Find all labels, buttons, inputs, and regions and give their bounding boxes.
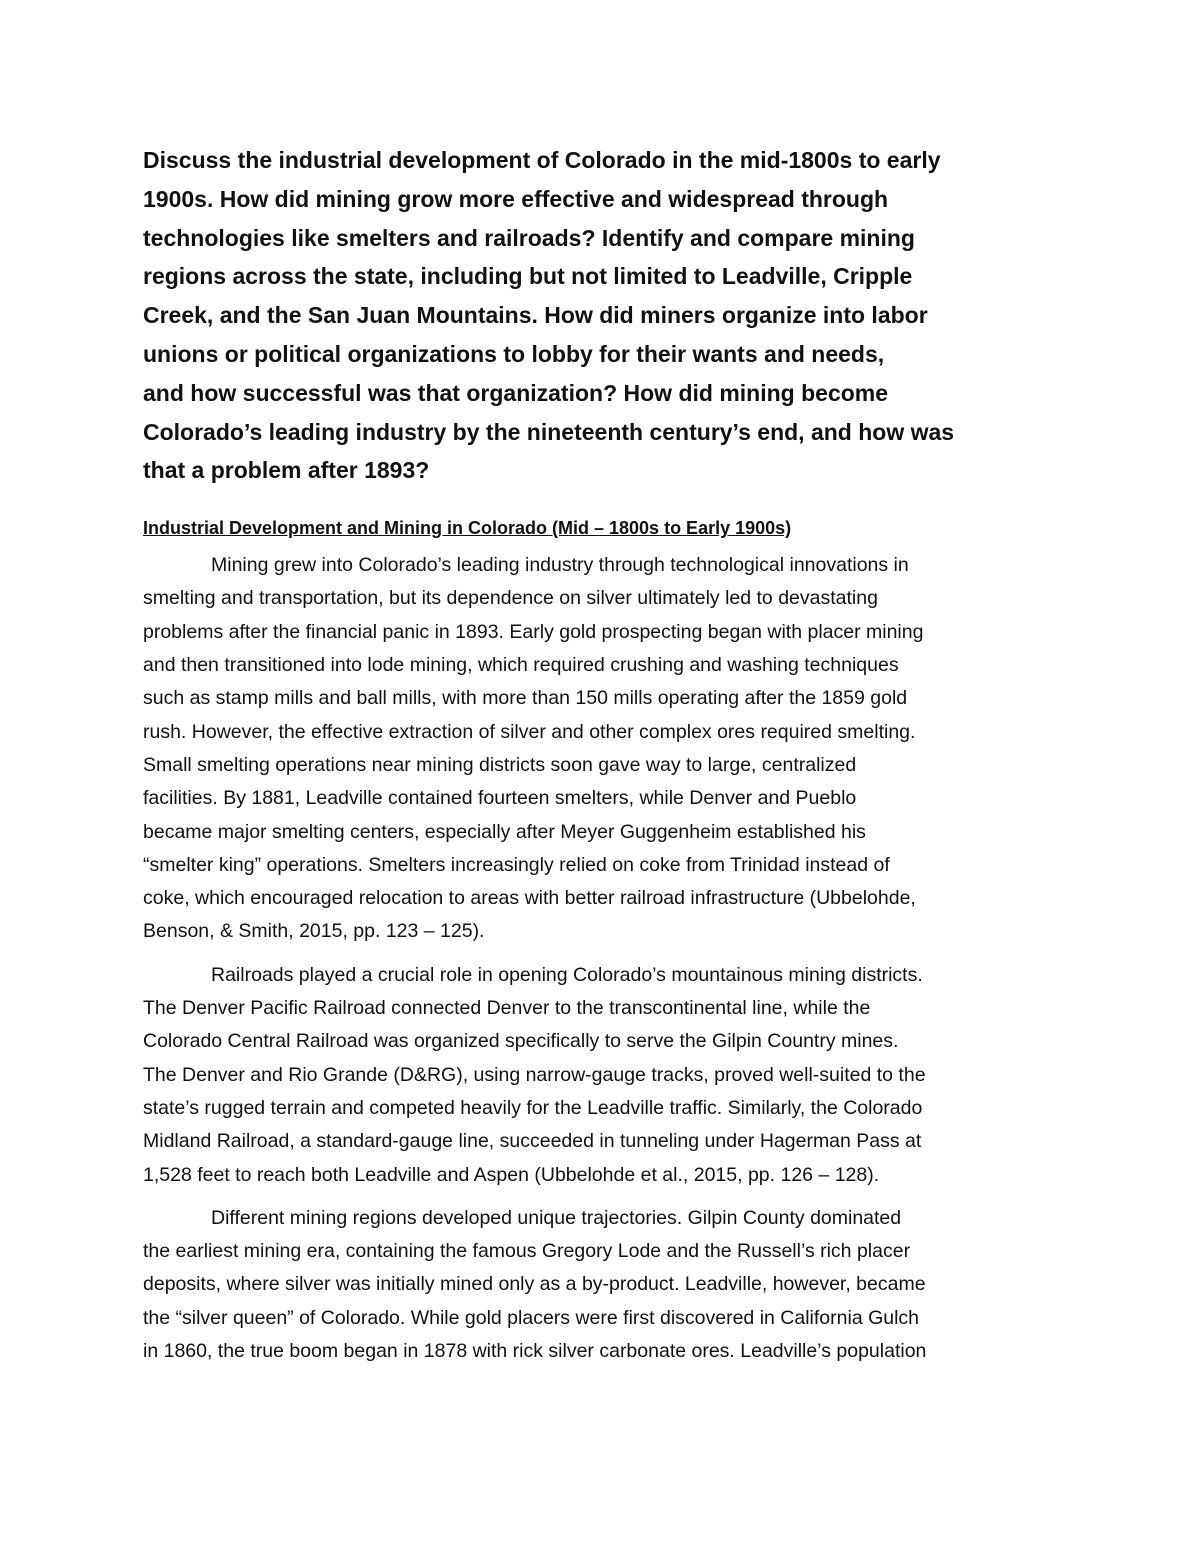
body-paragraph-regions <box>143 1202 1063 1368</box>
paragraph-line: The Denver and Rio Grande (D&RG), using narrow-gauge tracks, proved well-suited to the <box>143 1063 926 1086</box>
paragraph-line: deposits, where silver was initially mined only as a by-product. Leadville, however, became <box>143 1273 926 1296</box>
paragraph-line: 1,528 feet to reach both Leadville and Aspen (Ubbelohde et al., 2015, pp. 126 – 128). <box>143 1163 880 1186</box>
paragraph-line: Colorado Central Railroad was organized specifically to serve the Gilpin Country mines. <box>143 1030 899 1053</box>
paragraph-line: Mining grew into Colorado’s leading industry through technological innovations in <box>211 554 909 577</box>
assignment-prompt <box>143 141 1063 490</box>
paragraph-line: state’s rugged terrain and competed heavily for the Leadville traffic. Similarly, the Colorado <box>143 1096 923 1119</box>
paragraph-line: facilities. By 1881, Leadville contained fourteen smelters, while Denver and Pueblo <box>143 787 857 810</box>
paragraph-line: smelting and transportation, but its dependence on silver ultimately led to devastating <box>143 587 878 610</box>
prompt-line: unions or political organizations to lobby for their wants and needs, <box>143 340 885 367</box>
paragraph-line: in 1860, the true boom began in 1878 with rick silver carbonate ores. Leadville’s population <box>143 1340 927 1362</box>
paragraph-line: Midland Railroad, a standard-gauge line, succeeded in tunneling under Hagerman Pass at <box>143 1130 922 1153</box>
prompt-line: that a problem after 1893? <box>143 457 430 484</box>
paragraph-line: Railroads played a crucial role in opening Colorado’s mountainous mining districts. <box>211 963 923 986</box>
paragraph-line: Different mining regions developed unique trajectories. Gilpin County dominated <box>211 1206 902 1229</box>
paragraph-line: coke, which encouraged relocation to areas with better railroad infrastructure (Ubbelohde, <box>143 887 916 910</box>
paragraph-line: Benson, & Smith, 2015, pp. 123 – 125). <box>143 920 485 943</box>
body-paragraph-railroads <box>143 959 1063 1192</box>
prompt-line: Creek, and the San Juan Mountains. How did miners organize into labor <box>143 302 928 329</box>
paragraph-line: The Denver Pacific Railroad connected Denver to the transcontinental line, while the <box>143 997 871 1020</box>
paragraph-line: the “silver queen” of Colorado. While gold placers were first discovered in California Gulch <box>143 1306 920 1329</box>
body-paragraph-smelting <box>143 549 1063 949</box>
paragraph-line: “smelter king” operations. Smelters increasingly relied on coke from Trinidad instead of <box>143 853 890 876</box>
prompt-line: technologies like smelters and railroads? Identify and compare mining <box>143 224 915 251</box>
paragraph-line: such as stamp mills and ball mills, with more than 150 mills operating after the 1859 gold <box>143 687 908 710</box>
paragraph-line: problems after the financial panic in 1893. Early gold prospecting began with placer mining <box>143 620 924 643</box>
prompt-line: regions across the state, including but not limited to Leadville, Cripple <box>143 263 913 290</box>
paragraph-line: and then transitioned into lode mining, which required crushing and washing techniques <box>143 654 899 677</box>
prompt-line: and how successful was that organization? How did mining become <box>143 379 889 406</box>
paragraph-line: became major smelting centers, especially after Meyer Guggenheim established his <box>143 820 866 843</box>
prompt-line: 1900s. How did mining grow more effective and widespread through <box>143 185 889 212</box>
prompt-line: Colorado’s leading industry by the nineteenth century’s end, and how was <box>143 418 955 445</box>
section-heading: Industrial Development and Mining in Colorado (Mid – 1800s to Early 1900s) <box>143 518 792 539</box>
document-body <box>143 141 1063 1368</box>
paragraph-line: rush. However, the effective extraction of silver and other complex ores required smelting. <box>143 720 916 743</box>
prompt-line: Discuss the industrial development of Colorado in the mid-1800s to early <box>143 147 941 173</box>
paragraph-line: the earliest mining era, containing the famous Gregory Lode and the Russell’s rich placer <box>143 1240 911 1263</box>
paragraph-line: Small smelting operations near mining districts soon gave way to large, centralized <box>143 753 857 776</box>
